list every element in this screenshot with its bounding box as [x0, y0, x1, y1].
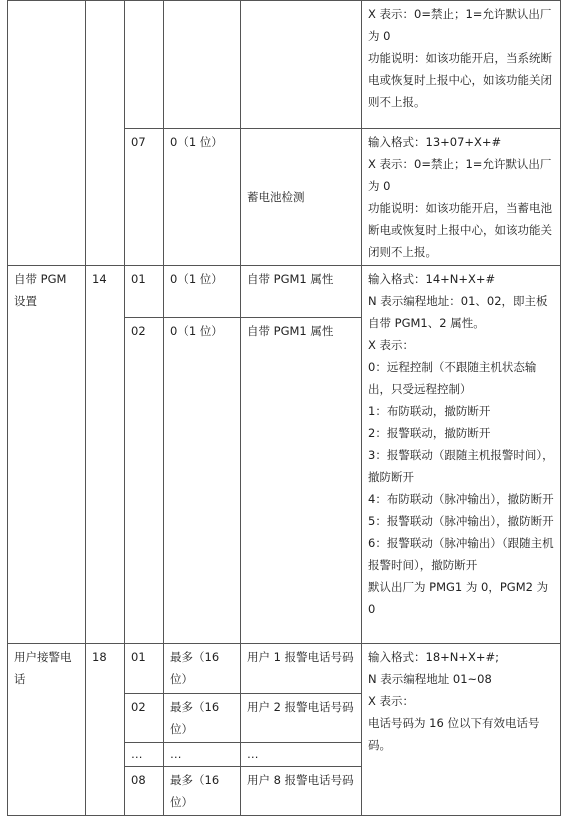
pgm-desc-line: 6：报警联动（脉冲输出）（跟随主机报警时间），撤防断开	[368, 536, 554, 572]
pgm-desc-line: 0：远程控制（不跟随主机状态输出，只受远程控制）	[368, 360, 537, 396]
battery-description-cell	[362, 129, 561, 266]
pgm-desc-line: 默认出厂为 PMG1 为 0，PGM2 为 0	[368, 580, 549, 616]
pgm1-default-cell: 0（1 位）	[164, 266, 241, 318]
pgm-section-cell: 自带 PGM 设置	[8, 266, 86, 644]
phone1-name-cell: 用户 1 报警电话号码	[241, 644, 362, 694]
pgm-code-cell: 14	[86, 266, 125, 644]
pgm-desc-line: 2：报警联动，撤防断开	[368, 426, 491, 440]
phone8-name-cell: 用户 8 报警电话号码	[241, 767, 362, 816]
phone1-addr-cell: 01	[125, 644, 164, 694]
battery-default-cell: 0（1 位）	[164, 129, 241, 266]
function-description-text: 功能说明：如该功能开启，当系统断电或恢复时上报中心，如该功能关闭则不上报。	[368, 51, 552, 109]
phone-description-cell	[362, 644, 561, 816]
phone-desc-line: 电话号码为 16 位以下有效电话号码。	[368, 716, 540, 752]
phone-ellipsis-addr-cell: …	[125, 743, 164, 767]
phone2-name-cell: 用户 2 报警电话号码	[241, 694, 362, 743]
phone-ellipsis-default-cell: …	[164, 743, 241, 767]
pgm1-name-cell: 自带 PGM1 属性	[241, 266, 362, 318]
pgm1-addr-cell: 01	[125, 266, 164, 318]
pgm-desc-line: 1：布防联动，撤防断开	[368, 404, 491, 418]
continued-default-cell	[164, 1, 241, 129]
input-format-text: 输入格式：13+07+X+#	[368, 135, 502, 149]
pgm-desc-line: 4：布防联动（脉冲输出），撤防断开	[368, 492, 554, 506]
phone-desc-line: 输入格式：18+N+X+#;	[368, 650, 500, 664]
phone8-addr-cell: 08	[125, 767, 164, 816]
pgm-desc-line: 3：报警联动（跟随主机报警时间），撤防断开	[368, 448, 554, 484]
phone-desc-line: N 表示编程地址 01~08	[368, 672, 492, 686]
x-meaning-text: X 表示：0=禁止；1=允许默认出厂为 0	[368, 7, 552, 43]
phone1-default-cell: 最多（16 位）	[164, 644, 241, 694]
pgm-desc-line: N 表示编程地址：01、02，即主板自带 PGM1、2 属性。	[368, 294, 548, 330]
phone-code-cell: 18	[86, 644, 125, 816]
continued-name-cell	[241, 1, 362, 129]
phone2-default-cell: 最多（16 位）	[164, 694, 241, 743]
pgm-desc-line: 输入格式：14+N+X+#	[368, 272, 496, 286]
pgm2-addr-cell: 02	[125, 318, 164, 644]
phone2-addr-cell: 02	[125, 694, 164, 743]
programming-table	[7, 0, 561, 816]
battery-addr-cell: 07	[125, 129, 164, 266]
x-meaning-text: X 表示：0=禁止；1=允许默认出厂为 0	[368, 157, 552, 193]
continued-section-cell	[8, 1, 86, 266]
phone8-default-cell: 最多（16 位）	[164, 767, 241, 816]
pgm-desc-line: 5：报警联动（脉冲输出），撤防断开	[368, 514, 554, 528]
pgm-desc-line: X 表示：	[368, 338, 415, 352]
phone-ellipsis-name-cell: …	[241, 743, 362, 767]
pgm-description-cell	[362, 266, 561, 644]
function-description-text: 功能说明：如该功能开启，当蓄电池断电或恢复时上报中心，如该功能关闭则不上报。	[368, 201, 552, 259]
pgm2-default-cell: 0（1 位）	[164, 318, 241, 644]
continued-code-cell	[86, 1, 125, 266]
battery-name-cell: 蓄电池检测	[241, 129, 362, 266]
phone-section-cell: 用户接警电话	[8, 644, 86, 816]
pgm2-name-cell: 自带 PGM1 属性	[241, 318, 362, 644]
continued-addr-cell	[125, 1, 164, 129]
phone-desc-line: X 表示：	[368, 694, 415, 708]
continued-description-cell	[362, 1, 561, 129]
